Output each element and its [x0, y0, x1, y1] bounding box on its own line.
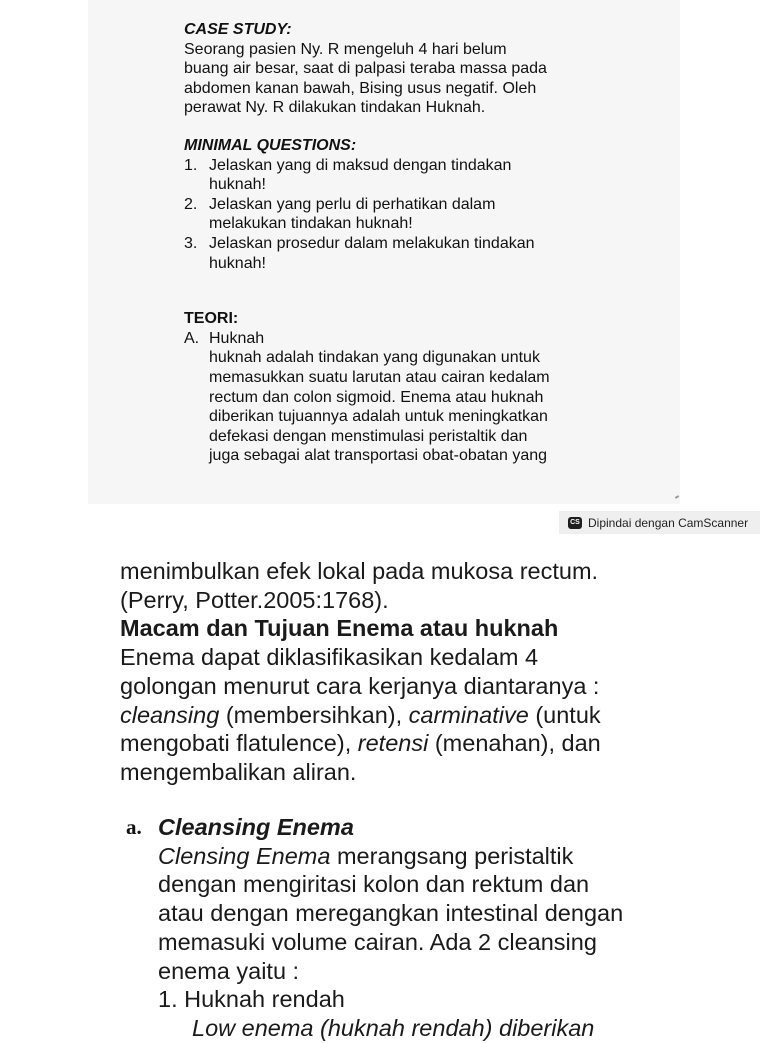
teori-heading: TEORI: [184, 310, 239, 328]
paragraph-line: Enema dapat diklasifikasikan kedalam 4 [120, 644, 539, 671]
question-item [184, 234, 582, 273]
paragraph-text: (untuk [528, 701, 601, 728]
teori-line: rectum dan colon sigmoid. Enema atau huknah [209, 388, 544, 406]
scanned-page-text [184, 0, 582, 466]
term-carminative: carminative [408, 701, 529, 728]
list-item-huknah-rendah: 1. Huknah rendah [158, 986, 345, 1013]
case-study-line: Seorang pasien Ny. R mengeluh 4 hari belum [184, 40, 507, 58]
page2-text [120, 557, 658, 787]
question-number: 2. [184, 195, 198, 213]
paragraph-line: golongan menurut cara kerjanya diantaranya : [120, 672, 600, 699]
camscanner-watermark [559, 511, 760, 534]
teori-line: huknah adalah tindakan yang digunakan untuk [209, 349, 540, 367]
paragraph-line [120, 701, 658, 730]
watermark-text: Dipindai dengan CamScanner [588, 515, 749, 530]
question-line: melakukan tindakan huknah! [209, 215, 413, 233]
teori-line: defekasi dengan menstimulasi peristaltik dan [209, 427, 528, 445]
subsection-line: atau dengan meregangkan intestinal dengan [158, 900, 624, 927]
question-number: 3. [184, 234, 198, 252]
paragraph-line: mengembalikan aliran. [120, 758, 357, 785]
subsection-title: Cleansing Enema [158, 814, 354, 840]
subsection-line: memasuki volume cairan. Ada 2 cleansing [158, 928, 597, 955]
case-study-line: abdomen kanan bawah, Bising usus negatif. Oleh [184, 79, 537, 97]
teori-item-title: Huknah [209, 329, 265, 347]
cut-off-line [158, 1014, 658, 1043]
subsection-line [158, 842, 658, 871]
question-number: 1. [184, 156, 198, 174]
teori-list [184, 329, 582, 349]
continuation-line: menimbulkan efek lokal pada mukosa rectum. [120, 558, 599, 584]
teori-line: diberikan tujuannya adalah untuk meningkatkan [209, 408, 548, 426]
question-item [184, 156, 582, 195]
question-item [184, 195, 582, 234]
paragraph-text: mengobati flatulence), [120, 730, 358, 757]
case-study-heading: CASE STUDY: [184, 21, 292, 38]
teori-line: juga sebagai alat transportasi obat-obatan yang [209, 447, 548, 465]
teori-item-letter: A. [184, 329, 200, 347]
subsection-line: enema yaitu : [158, 957, 300, 984]
question-line: Jelaskan yang perlu di perhatikan dalam [209, 195, 496, 213]
question-line: Jelaskan yang di maksud dengan tindakan [209, 156, 512, 174]
subsection-letter: a. [126, 815, 142, 839]
citation-line: (Perry, Potter.2005:1768). [120, 586, 389, 613]
subsection-line: dengan mengiritasi kolon dan rektum dan [158, 871, 590, 898]
case-study-line: buang air besar, saat di palpasi teraba massa pada [184, 60, 547, 78]
teori-item [184, 329, 582, 349]
questions-list [184, 156, 582, 274]
subsection-text: merangsang peristaltik [330, 842, 574, 869]
case-study-line: perawat Ny. R dilakukan tindakan Huknah. [184, 99, 486, 117]
question-line: huknah! [209, 254, 266, 272]
paragraph-text: (membersihkan), [219, 701, 409, 728]
questions-heading: MINIMAL QUESTIONS: [184, 136, 357, 154]
teori-line: memasukkan suatu larutan atau cairan kedalam [209, 368, 550, 386]
term-retensi: retensi [357, 730, 429, 757]
camscanner-logo: CS [568, 517, 582, 529]
cut-off-text: Low enema (huknah rendah) diberikan [192, 1014, 595, 1041]
teori-body [184, 348, 582, 466]
term-clensing-enema: Clensing Enema [158, 842, 331, 869]
paragraph-text: (menahan), dan [428, 730, 601, 757]
section-heading: Macam dan Tujuan Enema atau huknah [120, 615, 559, 642]
question-line: huknah! [209, 176, 266, 194]
term-cleansing: cleansing [120, 701, 220, 728]
subsection-body [158, 813, 658, 1043]
paragraph-line [120, 729, 658, 758]
question-line: Jelaskan prosedur dalam melakukan tindakan [209, 234, 535, 252]
